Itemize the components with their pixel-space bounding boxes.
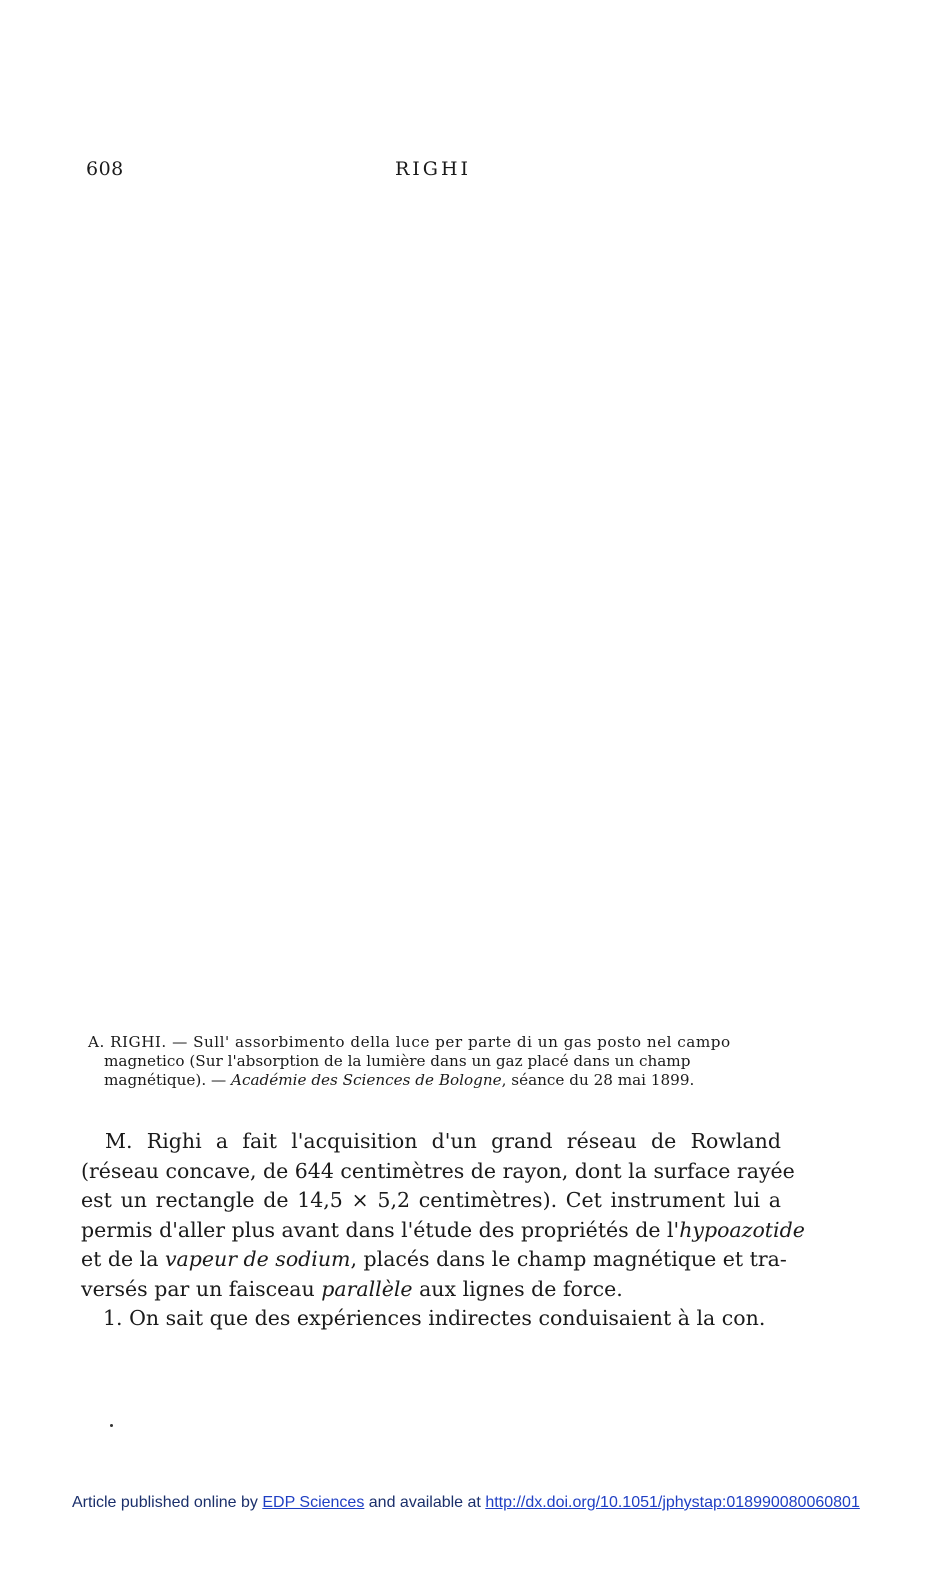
doi-link[interactable]: http://dx.doi.org/10.1051/jphystap:018990080060801 bbox=[485, 1494, 860, 1511]
running-title: RIGHI bbox=[395, 158, 472, 180]
body-line-5-end: , placés dans le champ magnétique et tra- bbox=[350, 1247, 787, 1271]
body-line-3: est un rectangle de 14,5 × 5,2 centimètres). Cet instrument lui a bbox=[81, 1188, 781, 1212]
publisher-link[interactable]: EDP Sciences bbox=[262, 1494, 365, 1511]
body-line-5-start: et de la bbox=[81, 1247, 165, 1271]
abstract-line-2: magnetico (Sur l'absorption de la lumière dans un gaz placé dans un champ bbox=[104, 1052, 691, 1070]
footer-middle: and available at bbox=[364, 1494, 486, 1511]
body-line-5 bbox=[81, 1245, 787, 1275]
footer-prefix: Article published online by bbox=[72, 1494, 263, 1511]
body-line-6-start: versés par un faisceau bbox=[81, 1276, 322, 1301]
bibliographic-abstract bbox=[88, 1033, 788, 1090]
page-number: 608 bbox=[86, 158, 124, 180]
body-line-1: M. Righi a fait l'acquisition d'un grand réseau de Rowland bbox=[105, 1129, 781, 1153]
abstract-line-3-text: magnétique). — bbox=[104, 1071, 231, 1089]
body-line-7: 1. On sait que des expériences indirectes conduisaient à la con. bbox=[103, 1306, 766, 1330]
term-vapeur-de-sodium: vapeur de sodium bbox=[164, 1247, 351, 1271]
term-parallele: parallèle bbox=[321, 1276, 413, 1301]
term-hypoazotide: hypoazotide bbox=[679, 1217, 805, 1242]
abstract-line-3 bbox=[88, 1071, 788, 1090]
session-date: , séance du 28 mai 1899. bbox=[501, 1071, 695, 1089]
scan-speck bbox=[110, 1424, 113, 1427]
publication-footer bbox=[72, 1494, 860, 1512]
body-line-4 bbox=[81, 1216, 805, 1246]
journal-name: Académie des Sciences de Bologne bbox=[231, 1071, 502, 1089]
body-line-6-end: aux lignes de force. bbox=[412, 1276, 623, 1301]
body-line-6 bbox=[81, 1275, 781, 1305]
body-line-2: (réseau concave, de 644 centimètres de rayon, dont la surface rayée bbox=[81, 1158, 795, 1183]
article-body bbox=[81, 1127, 805, 1334]
body-line-4-text: permis d'aller plus avant dans l'étude des propriétés de l' bbox=[81, 1217, 680, 1242]
abstract-line-1: A. RIGHI. — Sull' assorbimento della luce per parte di un gas posto nel campo bbox=[88, 1033, 731, 1051]
